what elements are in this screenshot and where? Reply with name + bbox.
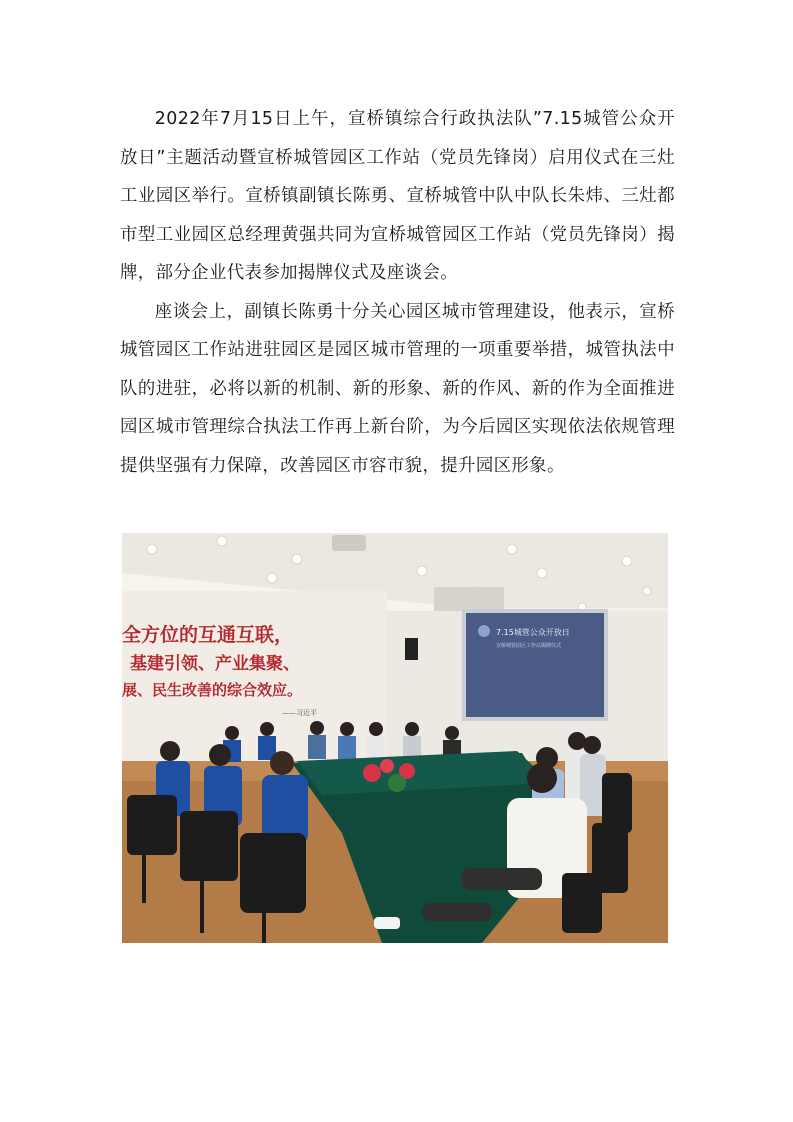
wall-signature: ——习近平 (282, 709, 317, 717)
meeting-photo (122, 533, 668, 943)
screen-subtitle: 宣桥城管园区工作站揭牌仪式 (496, 643, 562, 649)
wall-slogan (122, 623, 302, 699)
projector (332, 535, 366, 551)
wall-speaker (405, 638, 418, 660)
meeting-photo-illustration (122, 533, 668, 943)
air-conditioner (434, 587, 504, 611)
article-paragraph-1: 2022年7月15日上午，宣桥镇综合行政执法队”7.15城管公众开放日”主题活动暨宣桥城管园区工作站（党员先锋岗）启用仪式在三灶工业园区举行。宣桥镇副镇长陈勇、宣桥城管中队中队长朱炜、三灶都市型工业园区总经理黄强共同为宣桥城管园区工作站（党员先锋岗）揭牌，部分企业代表参加揭牌仪式及座谈会。 (120, 109, 675, 283)
article-paragraph-2: 座谈会上，副镇长陈勇十分关心园区城市管理建设，他表示，宣桥城管园区工作站进驻园区是园区城市管理的一项重要举措，城管执法中队的进驻，必将以新的机制、新的形象、新的作风、新的作为全面推进园区城市管理综合执法工作再上新台阶，为今后园区实现依法依规管理提供坚强有力保障，改善园区市容市貌，提升园区形象。 (120, 301, 675, 476)
wall-slogan-line-1: 全方位的互通互联， (122, 624, 294, 646)
screen-title: 7.15城管公众开放日 (496, 628, 570, 637)
wall-slogan-line-2: 基建引领、产业集聚、 (130, 654, 300, 674)
article-body (120, 100, 675, 485)
wall-slogan-line-3: 展、民生改善的综合效应。 (122, 681, 303, 699)
